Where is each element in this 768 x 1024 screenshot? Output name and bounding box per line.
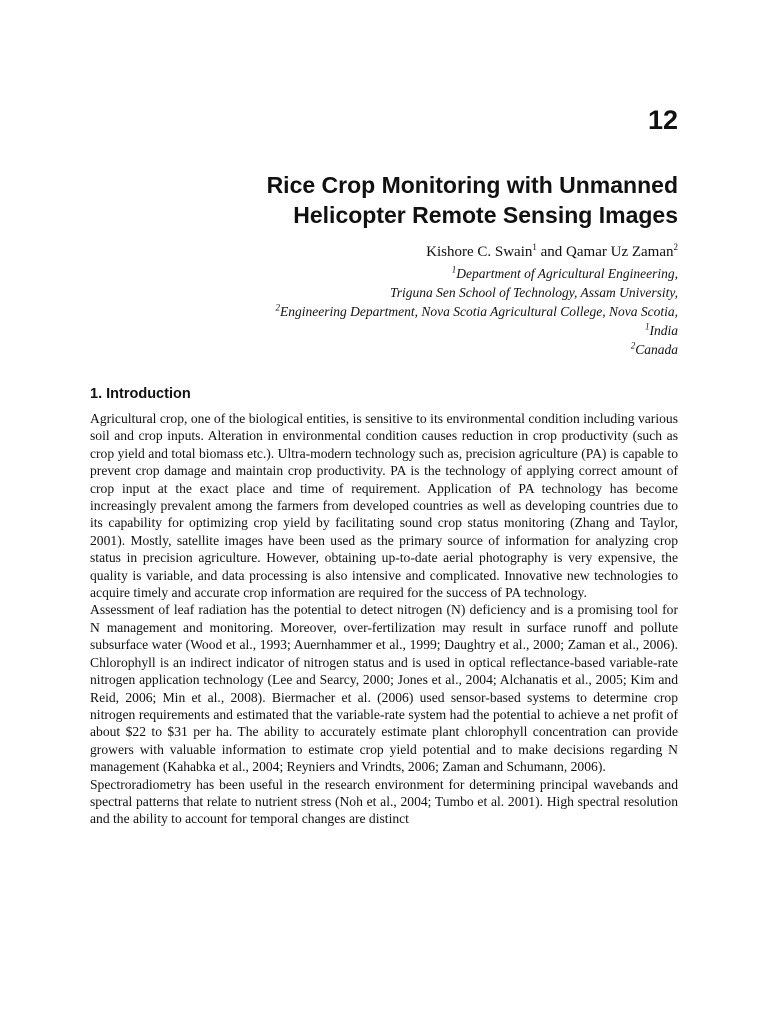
- chapter-title-line-2: Helicopter Remote Sensing Images: [293, 202, 678, 228]
- author-affiliation-mark: 2: [673, 242, 678, 252]
- affiliation-mark: 2: [275, 302, 281, 313]
- author-name: Kishore C. Swain: [426, 244, 533, 260]
- affiliation-list: [90, 264, 678, 359]
- author-affiliation-mark: 1: [532, 242, 537, 252]
- affiliation-text: Engineering Department, Nova Scotia Agricultural College, Nova Scotia,: [280, 304, 678, 319]
- section-body: [90, 410, 678, 828]
- paper-page: [90, 0, 678, 1024]
- affiliation-mark: 1: [451, 264, 457, 275]
- body-paragraph: Spectroradiometry has been useful in the research environment for determining principal wavebands and spectral patterns that relate to nutrient stress (Noh et al., 2004; Tumbo et al. 2001). High spectral resolution and the ability to account for temporal changes are distinct: [90, 776, 678, 827]
- affiliation-line: [90, 283, 678, 302]
- affiliation-text: Canada: [635, 342, 678, 357]
- affiliation-text: India: [649, 323, 678, 338]
- affiliation-line: [90, 302, 678, 321]
- author-list: [90, 243, 678, 262]
- affiliation-mark: 1: [645, 321, 650, 332]
- affiliation-line: [90, 321, 678, 340]
- affiliation-line: [90, 264, 678, 283]
- chapter-title-line-1: Rice Crop Monitoring with Unmanned: [266, 172, 678, 198]
- affiliation-text: Triguna Sen School of Technology, Assam University,: [389, 285, 678, 300]
- section-heading: 1. Introduction: [90, 386, 191, 402]
- affiliation-line: [90, 340, 678, 359]
- author-conjunction: and: [536, 244, 567, 260]
- chapter-number: 12: [647, 105, 678, 135]
- author-name: Qamar Uz Zaman: [566, 244, 674, 260]
- affiliation-mark: 2: [630, 340, 636, 351]
- body-paragraph: Agricultural crop, one of the biological entities, is sensitive to its environmental condition including various soil and crop inputs. Alteration in environmental condition causes reduction in crop productivity (such as crop yield and total biomass etc.). Ultra-modern technology such as, precision agriculture (PA) is capable to prevent crop damage and maintain crop productivity. PA is the technology of applying correct amount of crop input at the exact place and time of requirement. Application of PA technology has become increasingly prevalent among the farmers from developed countries as well as developing countries due to its capability for optimizing crop yield by facilitating sound crop status monitoring (Zhang and Taylor, 2001). Mostly, satellite images have been used as the primary source of information for analyzing crop status in precision agriculture. However, obtaining up-to-date aerial photography is very expensive, the quality is variable, and data processing is also intensive and complicated. Innovative new technologies to acquire timely and accurate crop information are required for the success of PA technology.: [90, 411, 678, 601]
- body-paragraph: Assessment of leaf radiation has the potential to detect nitrogen (N) deficiency and is a promising tool for N management and monitoring. Moreover, over-fertilization may result in surface runoff and pollute subsurface water (Wood et al., 1993; Auernhammer et al., 1999; Daughtry et al., 2000; Zaman et al., 2006). Chlorophyll is an indirect indicator of nitrogen status and is used in optical reflectance-based variable-rate nitrogen application technology (Lee and Searcy, 2000; Jones et al., 2004; Alchanatis et al., 2005; Kim and Reid, 2006; Min et al., 2008). Biermacher et al. (2006) used sensor-based systems to determine crop nitrogen requirements and estimated that the variable-rate system had the potential to achieve a net profit of about $22 to $31 per ha. The ability to accurately estimate plant chlorophyll concentration can provide growers with valuable information to estimate crop yield potential and to make decisions regarding N management (Kahabka et al., 2004; Reyniers and Vrindts, 2006; Zaman and Schumann, 2006).: [90, 602, 678, 775]
- chapter-title: [90, 170, 678, 230]
- affiliation-text: Department of Agricultural Engineering,: [456, 266, 678, 281]
